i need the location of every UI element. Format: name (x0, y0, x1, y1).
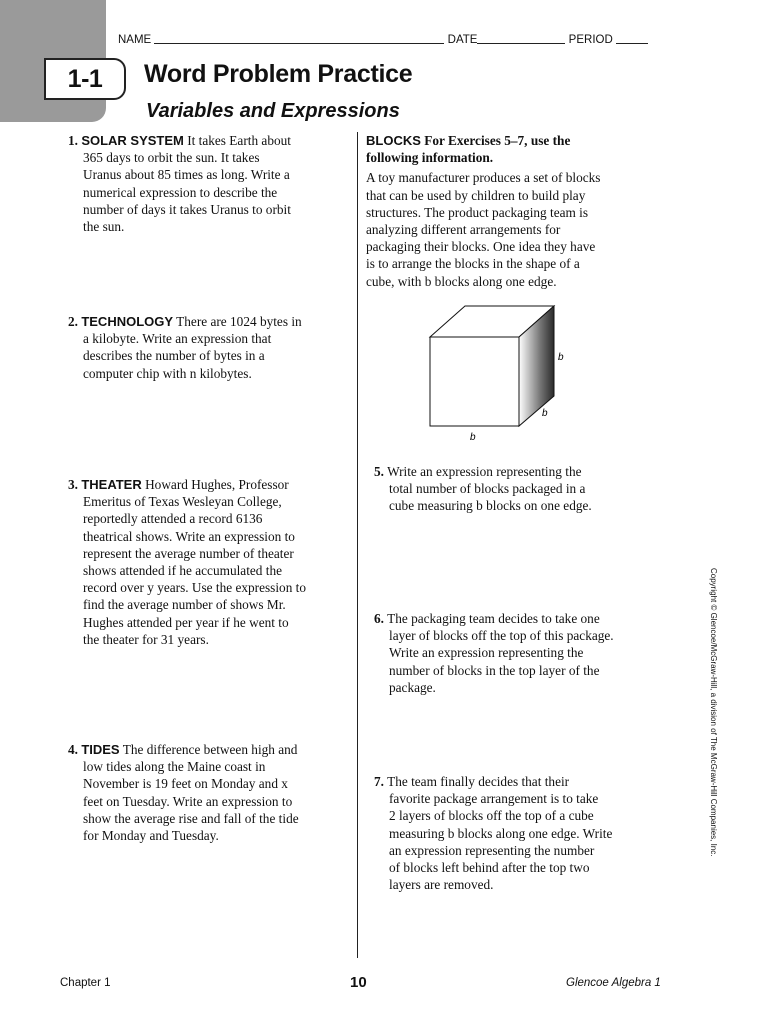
blocks-topic: BLOCKS (366, 133, 421, 148)
blocks-description: A toy manufacturer produces a set of blocks that can be used by children to build play structures. The product packaging team is analyzing different arrangements for packaging their blocks. One idea they have is to arrange the blocks in the shape of a cube, with b blocks along one edge. (366, 170, 601, 289)
cube-figure (422, 302, 592, 447)
footer-page-number: 10 (350, 974, 367, 991)
exercise-1-topic: SOLAR SYSTEM (81, 133, 184, 148)
exercise-5 (374, 463, 659, 515)
column-divider (357, 132, 358, 958)
cube-label-right: b (558, 352, 564, 363)
exercise-2-topic: TECHNOLOGY (81, 314, 174, 329)
period-blank[interactable] (616, 43, 648, 44)
exercise-3 (68, 476, 353, 648)
exercise-7 (374, 773, 659, 893)
exercise-2 (68, 313, 353, 382)
exercise-3-topic: THEATER (81, 477, 142, 492)
blocks-information (366, 132, 656, 290)
page-subtitle: Variables and Expressions (146, 100, 400, 122)
footer-chapter: Chapter 1 (60, 977, 111, 989)
exercise-1-text: 1. SOLAR SYSTEM It takes Earth about 365 days to orbit the sun. It takes Uranus about 85 times as long. Write a numerical expression to describe the number of days it takes Uranus to orbit the sun. (68, 133, 291, 235)
lesson-number-badge: 1-1 (44, 58, 126, 100)
name-blank[interactable] (154, 43, 444, 44)
exercise-4-text: 4. TIDES The difference between high and low tides along the Maine coast in November is 19 feet on Monday and x feet on Tuesday. Write an expression to show the average rise and fall of the tide for Monday and Tuesday. (68, 742, 299, 844)
cube-label-bottom: b (470, 432, 476, 443)
exercise-6 (374, 610, 659, 696)
copyright-text: Copyright © Glencoe/McGraw-Hill, a division of The McGraw-Hill Companies, Inc. (709, 568, 718, 857)
copyright-notice (706, 568, 718, 857)
exercise-4-topic: TIDES (81, 742, 120, 757)
exercise-1 (68, 132, 353, 235)
cube-label-depth: b (542, 408, 548, 419)
date-label: DATE (447, 34, 478, 46)
exercise-5-text: 5. Write an expression representing the total number of blocks packaged in a cube measuring b blocks on one edge. (374, 464, 592, 514)
exercise-2-text: 2. TECHNOLOGY There are 1024 bytes in a kilobyte. Write an expression that describes the number of bytes in a computer chip with n kilobytes. (68, 314, 302, 381)
footer-book-title: Glencoe Algebra 1 (566, 977, 661, 989)
date-blank[interactable] (477, 43, 565, 44)
page-title: Word Problem Practice (144, 60, 413, 88)
exercise-6-text: 6. The packaging team decides to take one layer of blocks off the top of this package. Write an expression representing the number of blocks in the top layer of the package. (374, 611, 614, 695)
exercise-7-text: 7. The team finally decides that their favorite package arrangement is to take 2 layers of blocks off the top of a cube measuring b blocks along one edge. Write an expression representing the number of blocks left behind after the top two layers are removed. (374, 774, 613, 893)
blocks-heading: BLOCKS For Exercises 5–7, use the following information. (366, 133, 571, 166)
exercise-3-text: 3. THEATER Howard Hughes, Professor Emeritus of Texas Wesleyan College, reportedly attended a record 6136 theatrical shows. Write an expression to represent the average number of theater shows attended if he accumulated the record over y years. Use the expression to find the average number of shows Mr. Hughes attended per year if he went to the theater for 31 years. (68, 477, 307, 647)
name-label: NAME (118, 34, 152, 46)
exercise-4 (68, 741, 353, 844)
name-date-period-line (118, 34, 648, 46)
cube-front-face (430, 337, 519, 426)
period-label: PERIOD (568, 34, 613, 46)
